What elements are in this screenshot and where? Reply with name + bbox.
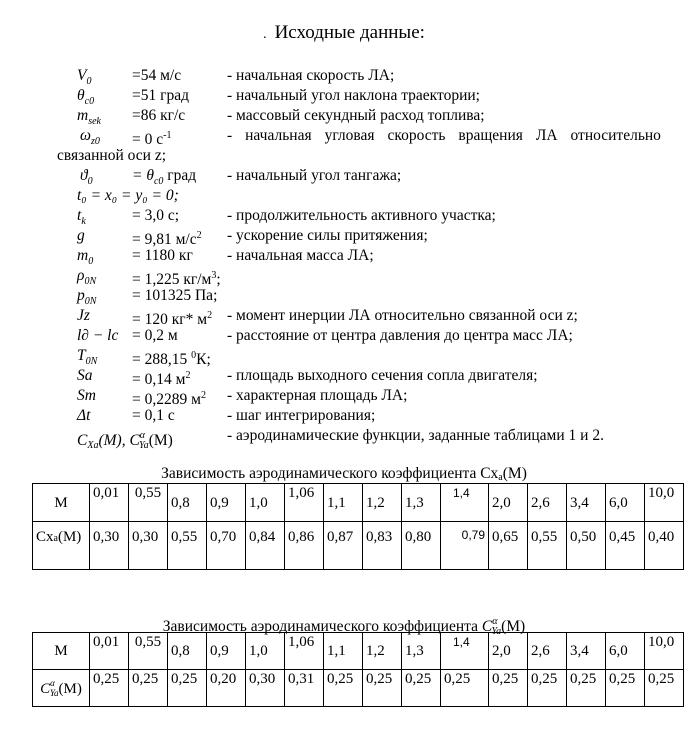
param-symbol: $m_{sek}$ [77,107,101,128]
table-cell: 0,25 [363,670,402,707]
param-desc: - аэродинамические функции, заданные таблицами 1 и 2. [227,427,604,444]
param-desc: - шаг интегрирования; [227,407,376,424]
param-value: = 9,81 $м/с^2$ [132,230,202,249]
param-symbol: $p_{0N}$ [77,287,97,308]
table-cell: 1,06 [285,484,324,522]
table-cell: 1,2 [363,633,402,670]
table-cell: 0,25 [489,670,528,707]
table-cell: 0,30 [129,522,168,570]
param-value: = 1180 кг [132,247,193,264]
table-cell: 0,55 [129,633,168,670]
table-cell: 0,70 [207,522,246,570]
table-cell: 0,8 [168,484,207,522]
table-cell: 0,55 [168,522,207,570]
param-symbol: g [77,227,85,244]
table-cell: 1,4 [441,633,489,670]
table-cell: 0,25 [528,670,567,707]
table-cell: 0,86 [285,522,324,570]
table-cell: 6,0 [606,633,645,670]
param-value: = 0,14 $м^2$ [132,370,191,389]
param-value: =86 кг/с [132,107,186,124]
table-cell: 0,01 [90,633,129,670]
table-cell: 0,30 [246,670,285,707]
param-value: = 0,2 м [132,327,178,344]
section-heading: . Исходные данные: [263,22,425,43]
param-desc: - расстояние от центра давления до центра масс ЛА; [227,327,573,344]
table1-values-row [33,522,684,570]
table2-caption: Зависимость аэродинамического коэффициента $C^\alpha Ya(M)$ [162,616,526,637]
param-value: =54 м/с [132,67,182,84]
param-value: = 288,15 $^0$К; [132,350,211,369]
param-value: =51 град [132,87,189,104]
table-cell: 0,87 [324,522,363,570]
table-cell: 0,20 [207,670,246,707]
table-cell: 1,4 [441,484,489,522]
table-cell: 2,0 [489,633,528,670]
table-cell: 1,2 [363,484,402,522]
param-symbol: $m_0$ [77,247,94,268]
param-desc: - начальная угловая скорость вращения ЛА относительно [227,127,661,144]
table-cell: 0,30 [90,522,129,570]
table-cell: 0,25 [168,670,207,707]
table-header-cell: Cxa(M) [33,522,90,570]
table-cell: 0,25 [324,670,363,707]
table-cell: 1,1 [324,633,363,670]
table2-values-row [33,670,684,707]
param-symbol: $\omega_{z0}$ [80,127,100,148]
table-cell: 0,25 [90,670,129,707]
table-cell: 0,80 [402,522,441,570]
table2 [32,632,684,707]
param-desc: - начальная скорость ЛА; [227,67,395,84]
param-symbol: Sa [77,367,93,384]
param-symbol: $ϑ_0$ [80,167,93,188]
param-desc: - продолжительность активного участка; [227,207,496,224]
table-cell: 0,8 [168,633,207,670]
table-cell: 0,45 [606,522,645,570]
param-value: = $\theta_{c0}$ град [132,167,197,188]
param-symbol: Δt [77,407,91,424]
table-header-cell: $C^\alpha_{Ya}(M)$ [33,670,90,707]
param-desc: - характерная площадь ЛА; [227,387,408,404]
table-cell: 0,25 [606,670,645,707]
table-cell: 3,4 [567,484,606,522]
table-cell: 0,31 [285,670,324,707]
table-cell: 0,40 [645,522,684,570]
param-symbol: Sm [77,387,96,404]
table-cell: 1,3 [402,633,441,670]
table1 [32,483,684,570]
param-symbol: CXa(M), $C^\alpha Ya(M)$ [77,430,173,451]
table-cell: 2,6 [528,633,567,670]
param-symbol: $V_0$ [77,67,92,88]
table-cell: 1,3 [402,484,441,522]
param-symbol: $\rho_{0N}$ [77,267,97,288]
param-value: = 0 $с^{-1}$ [132,130,172,149]
table-cell: 6,0 [606,484,645,522]
table-cell: 0,65 [489,522,528,570]
param-value: = 0,2289 $м^2$ [132,390,206,409]
table-cell: 3,4 [567,633,606,670]
table-cell: 0,25 [441,670,489,707]
param-symbol: Jz [77,307,90,324]
param-desc: - ускорение силы притяжения; [227,227,428,244]
table-cell: 0,84 [246,522,285,570]
table-cell: 0,25 [402,670,441,707]
param-symbol: $t_k$ [77,207,86,228]
table-cell: 1,0 [246,484,285,522]
param-value: = 0,1 с [132,407,175,424]
table-cell: 0,55 [129,484,168,522]
table-cell: 0,9 [207,633,246,670]
table-cell: 0,55 [528,522,567,570]
table-cell: 0,9 [207,484,246,522]
table-cell: 0,79 [441,522,489,570]
table-cell: 0,25 [567,670,606,707]
table-cell: 10,0 [645,633,684,670]
table-cell: 0,25 [645,670,684,707]
heading-text: Исходные данные: [274,22,425,43]
table-header-cell: M [33,633,90,670]
param-value: = 120 кг* $м^2$ [132,310,213,329]
param-desc: - площадь выходного сечения сопла двигателя; [227,367,538,384]
table-cell: 1,0 [246,633,285,670]
table-cell: 0,83 [363,522,402,570]
param-desc: - начальный угол тангажа; [227,167,402,184]
param-value: = 1,225 $кг/м^3$; [132,270,221,289]
table-cell: 10,0 [645,484,684,522]
table1-caption: Зависимость аэродинамического коэффициента Cxa(M) [161,465,527,483]
table-cell: 0,50 [567,522,606,570]
param-symbol: $T_{0N}$ [77,347,98,368]
param-desc: - начальная масса ЛА; [227,247,374,264]
table-header-cell: M [33,484,90,522]
param-value: = 101325 Па; [132,287,218,304]
table-cell: 1,1 [324,484,363,522]
param-desc: - момент инерции ЛА относительно связанной оси z; [227,307,578,324]
table-cell: 0,01 [90,484,129,522]
table-cell: 2,6 [528,484,567,522]
param-desc: - начальный угол наклона траектории; [227,87,480,104]
table-cell: 2,0 [489,484,528,522]
table2-mach-row [33,633,684,670]
table-cell: 1,06 [285,633,324,670]
table-cell: 0,25 [129,670,168,707]
param-value: = 3,0 с; [132,207,180,224]
param-desc: - массовый секундный расход топлива; [227,107,485,124]
param-symbol: $\theta_{c0}$ [77,87,95,108]
param-symbol: l∂ − lc [77,327,119,344]
table1-mach-row [33,484,684,522]
